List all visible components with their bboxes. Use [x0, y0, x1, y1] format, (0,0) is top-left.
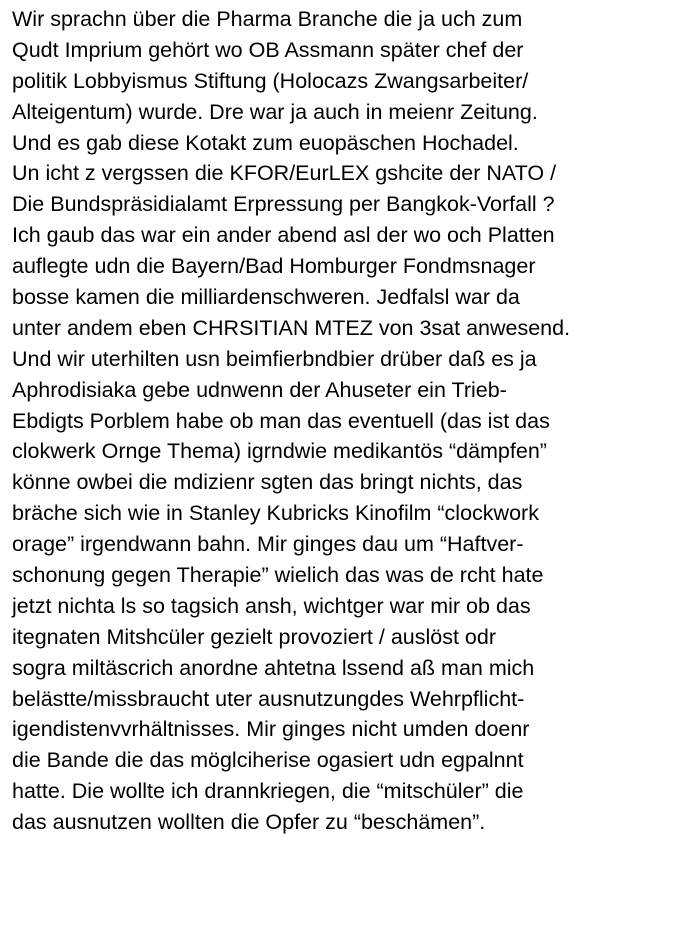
- text-line: Alteigentum) wurde. Dre war ja auch in meienr Zeitung.: [12, 99, 538, 124]
- text-line: Die Bundspräsidialamt Erpressung per Bangkok-Vorfall ?: [12, 192, 555, 217]
- body-text: [12, 4, 680, 838]
- text-line: Ich gaub das war ein ander abend asl der wo och Platten: [12, 223, 555, 248]
- text-line: bräche sich wie in Stanley Kubricks Kinofilm “clockwork: [12, 501, 539, 526]
- text-line: unter andem eben CHRSITIAN MTEZ von 3sat anwesend.: [12, 315, 571, 340]
- text-line: Wir sprachn über die Pharma Branche die ja uch zum: [12, 7, 523, 31]
- text-line: könne owbei die mdizienr sgten das bringt nichts, das: [12, 470, 523, 495]
- text-line: Ebdigts Porblem habe ob man das eventuell (das ist das: [12, 408, 550, 433]
- text-line: Qudt Imprium gehört wo OB Assmann später chef der: [12, 37, 524, 62]
- text-line: hatte. Die wollte ich drannkriegen, die “mitschüler” die: [12, 779, 524, 804]
- text-line: clokwerk Ornge Thema) igrndwie medikantös “dämpfen”: [12, 439, 547, 464]
- text-line: das ausnutzen wollten die Opfer zu “beschämen”.: [12, 810, 486, 835]
- text-line: sogra miltäscrich anordne ahtetna lssend aß man mich: [12, 655, 535, 680]
- text-line: Un icht z vergssen die KFOR/EurLEX gshcite der NATO /: [12, 161, 557, 186]
- text-line: orage” irgendwann bahn. Mir ginges dau um “Haftver-: [12, 532, 524, 557]
- text-line: die Bande die das möglciherise ogasiert udn egpalnnt: [12, 748, 524, 773]
- text-line: Und wir uterhilten usn beimfierbndbier drüber daß es ja: [12, 346, 537, 371]
- text-line: schonung gegen Therapie” wielich das was de rcht hate: [12, 563, 544, 588]
- text-line: belästte/missbraucht uter ausnutzungdes Wehrpflicht-: [12, 686, 525, 711]
- text-line: politik Lobbyismus Stiftung (Holocazs Zwangsarbeiter/: [12, 68, 529, 93]
- text-line: jetzt nichta ls so tagsich ansh, wichtger war mir ob das: [12, 593, 531, 618]
- text-line: itegnaten Mitshcüler gezielt provoziert / auslöst odr: [12, 624, 496, 649]
- text-line: bosse kamen die milliardenschweren. Jedfalsl war da: [12, 285, 520, 310]
- text-line: Und es gab diese Kotakt zum euopäschen Hochadel.: [12, 130, 519, 155]
- text-line: Aphrodisiaka gebe udnwenn der Ahuseter ein Trieb-: [12, 377, 507, 402]
- text-line: igendistenvvrhältnisses. Mir ginges nicht umden doenr: [12, 717, 530, 742]
- text-line: auflegte udn die Bayern/Bad Homburger Fondmsnager: [12, 254, 536, 279]
